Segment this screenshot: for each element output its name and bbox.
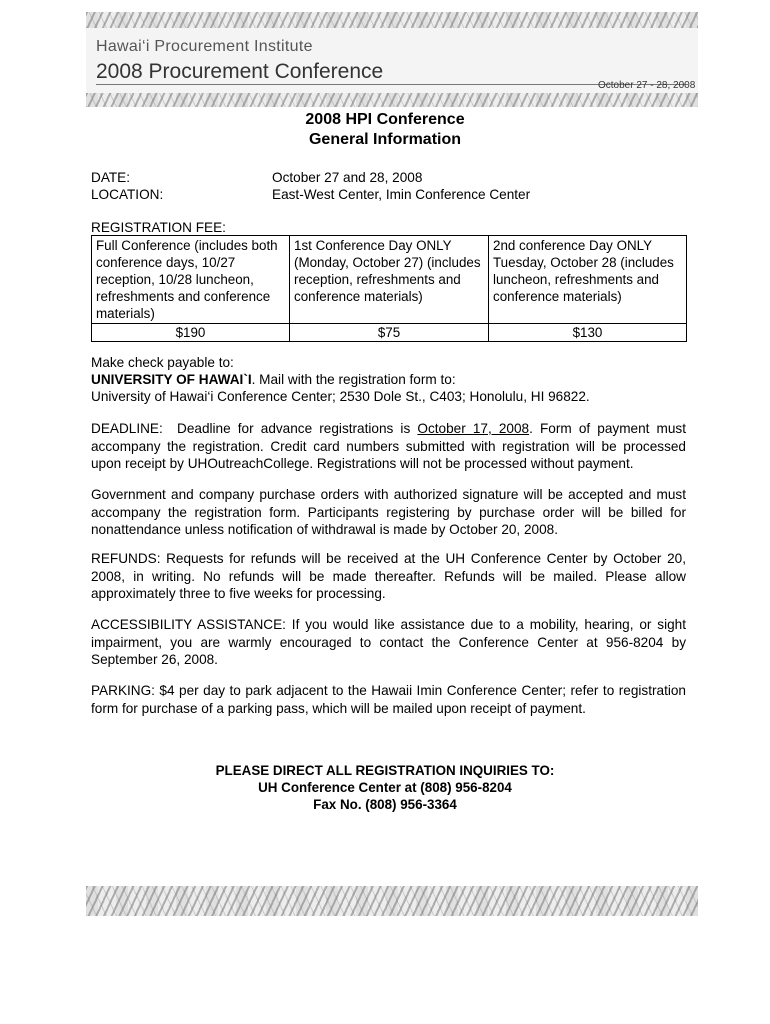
fee-option-price: $75 <box>290 324 489 342</box>
location-value: East-West Center, Imin Conference Center <box>272 187 531 202</box>
deadline-details: . Form of payment must accompany the registration. Credit card numbers submitted with registration will be processed upon receipt by UHOutreachCollege. Registrations will not be processed without payment. <box>91 421 687 472</box>
payment-payee-line <box>91 371 456 388</box>
fee-option-description: 1st Conference Day ONLY (Monday, October 27) (includes reception, refreshments and conference materials) <box>290 236 489 324</box>
fee-option-price: $130 <box>489 324 687 342</box>
fee-option-description: 2nd conference Day ONLY Tuesday, October 28 (includes luncheon, refreshments and conference materials) <box>489 236 687 324</box>
header-decorative-band-lower <box>86 93 698 107</box>
fee-option-description: Full Conference (includes both conference days, 10/27 reception, 10/28 luncheon, refreshments and conference materials) <box>92 236 290 324</box>
deadline-label: DEADLINE: <box>91 421 163 436</box>
conference-dates: October 27 - 28, 2008 <box>598 80 696 91</box>
fee-price-row <box>92 324 687 342</box>
location-label: LOCATION: <box>91 187 164 202</box>
conference-name: 2008 Procurement Conference <box>96 60 384 83</box>
payment-payee: UNIVERSITY OF HAWAI`I <box>91 372 252 387</box>
date-label: DATE: <box>91 170 131 185</box>
registration-fee-table <box>91 235 687 342</box>
inquiries-fax: Fax No. (808) 956-3364 <box>313 797 457 812</box>
fee-option-price: $190 <box>92 324 290 342</box>
deadline-date: October 17, 2008 <box>417 421 530 436</box>
registration-fee-label: REGISTRATION FEE: <box>91 220 226 235</box>
accessibility-paragraph: ACCESSIBILITY ASSISTANCE: If you would like assistance due to a mobility, hearing, or sight impairment, you are warmly encouraged to contact the Conference Center at 956-8204 by September 26, 2008. <box>91 617 686 668</box>
payment-intro: Make check payable to: <box>91 355 234 370</box>
inquiries-phone: UH Conference Center at (808) 956-8204 <box>258 780 512 795</box>
parking-paragraph: PARKING: $4 per day to park adjacent to the Hawaii Imin Conference Center; refer to registration form for purchase of a parking pass, which will be mailed upon receipt of payment. <box>91 683 686 716</box>
header-decorative-band <box>86 12 698 28</box>
footer-decorative-band <box>86 886 698 916</box>
purchase-orders-paragraph: Government and company purchase orders with authorized signature will be accepted and must accompany the registration form. Participants registering by purchase order will be billed for nonattendance unless notification of withdrawal is made by October 20, 2008. <box>91 487 686 538</box>
deadline-intro: Deadline for advance registrations is <box>162 421 418 436</box>
payment-address: University of Hawai‘i Conference Center; 2530 Dole St., C403; Honolulu, HI 96822. <box>91 389 590 404</box>
inquiries-heading: PLEASE DIRECT ALL REGISTRATION INQUIRIES TO: <box>215 763 555 778</box>
deadline-paragraph <box>91 420 686 473</box>
payment-mail-instruction: . Mail with the registration form to: <box>251 372 456 387</box>
page-subtitle: General Information <box>308 131 462 148</box>
page-title: 2008 HPI Conference <box>305 111 465 128</box>
date-value: October 27 and 28, 2008 <box>272 170 423 185</box>
refunds-paragraph: REFUNDS: Requests for refunds will be received at the UH Conference Center by October 20, 2008, in writing. No refunds will be made thereafter. Refunds will be mailed. Please allow approximately three to five weeks for processing. <box>91 551 686 602</box>
organization-name: Hawai‘i Procurement Institute <box>96 38 313 55</box>
fee-description-row <box>92 236 687 324</box>
